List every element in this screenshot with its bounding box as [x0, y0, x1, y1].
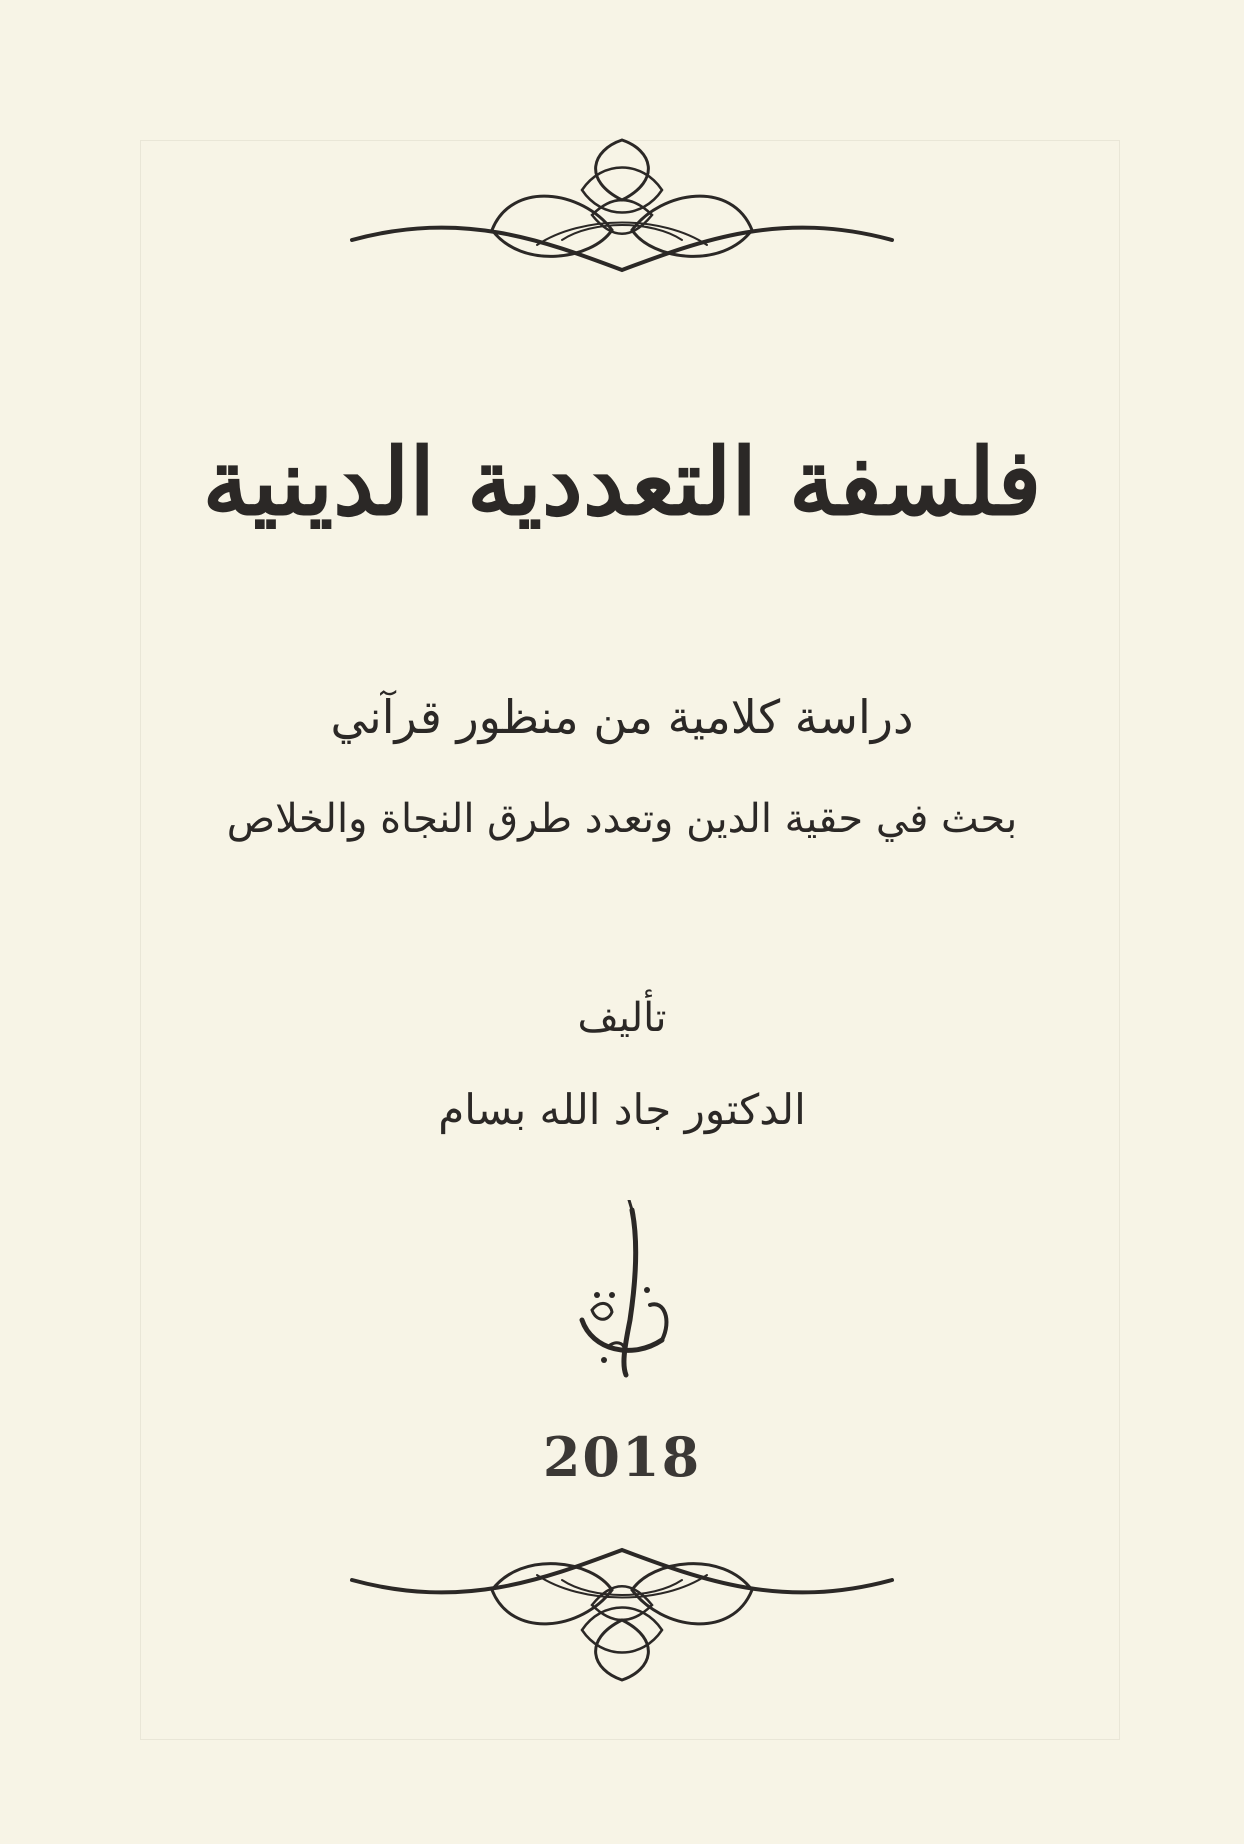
author-name: الدكتور جاد الله بسام: [438, 1085, 806, 1134]
publisher-calligraphy-logo-icon: [552, 1200, 692, 1380]
publisher-logo: [0, 1200, 1244, 1380]
book-description: بحث في حقية الدين وتعدد طرق النجاة والخلاص: [226, 796, 1018, 842]
top-ornament: [0, 120, 1244, 290]
bottom-ornament: [0, 1530, 1244, 1700]
calligraphic-flourish-icon: [342, 1530, 902, 1700]
publication-year: 2018: [542, 1425, 702, 1489]
book-subtitle: دراسة كلامية من منظور قرآني: [330, 690, 914, 744]
book-title: فلسفة التعددية الدينية: [202, 428, 1042, 536]
calligraphic-flourish-icon: [342, 120, 902, 290]
page-frame: [140, 140, 1120, 1740]
author-label: تأليف: [577, 995, 667, 1041]
